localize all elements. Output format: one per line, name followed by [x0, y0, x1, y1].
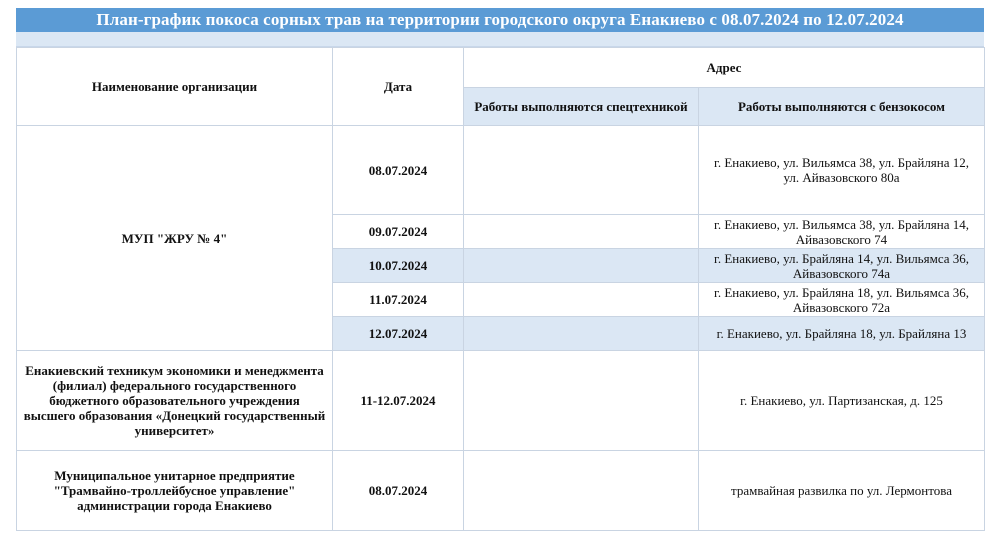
date-cell: 09.07.2024	[333, 215, 464, 249]
header-date: Дата	[333, 48, 464, 126]
special-cell	[464, 351, 699, 451]
special-cell	[464, 126, 699, 215]
org-cell: Енакиевский техникум экономики и менеджмента (филиал) федерального государственного бюджетного образовательного учреждения высшего образования «Донецкий государственный университет»	[17, 351, 333, 451]
org-cell: Муниципальное унитарное предприятие "Трамвайно-троллейбусное управление" администрации города Енакиево	[17, 451, 333, 531]
date-cell: 12.07.2024	[333, 317, 464, 351]
date-cell: 11.07.2024	[333, 283, 464, 317]
header-address: Адрес	[464, 48, 985, 88]
date-cell: 11-12.07.2024	[333, 351, 464, 451]
schedule-table	[16, 47, 985, 531]
special-cell	[464, 215, 699, 249]
special-cell	[464, 249, 699, 283]
address-cell: г. Енакиево, ул. Вильямса 38, ул. Брайляна 12, ул. Айвазовского 80а	[699, 126, 985, 215]
date-cell: 10.07.2024	[333, 249, 464, 283]
special-cell	[464, 317, 699, 351]
address-cell: г. Енакиево, ул. Вильямса 38, ул. Брайляна 14, Айвазовского 74	[699, 215, 985, 249]
header-petrol: Работы выполняются с бензокосом	[699, 88, 985, 126]
address-cell: г. Енакиево, ул. Брайляна 18, ул. Вильямса 36, Айвазовского 72а	[699, 283, 985, 317]
schedule-title: План-график покоса сорных трав на территории городского округа Енакиево с 08.07.2024 по 12.07.2024	[16, 8, 984, 32]
header-org: Наименование организации	[17, 48, 333, 126]
header-special: Работы выполняются спецтехникой	[464, 88, 699, 126]
org-cell: МУП "ЖРУ № 4"	[17, 126, 333, 351]
address-cell: г. Енакиево, ул. Партизанская, д. 125	[699, 351, 985, 451]
title-spacer	[16, 32, 984, 47]
special-cell	[464, 283, 699, 317]
address-cell: г. Енакиево, ул. Брайляна 14, ул. Вильямса 36, Айвазовского 74а	[699, 249, 985, 283]
date-cell: 08.07.2024	[333, 451, 464, 531]
address-cell: г. Енакиево, ул. Брайляна 18, ул. Брайляна 13	[699, 317, 985, 351]
special-cell	[464, 451, 699, 531]
date-cell: 08.07.2024	[333, 126, 464, 215]
address-cell: трамвайная развилка по ул. Лермонтова	[699, 451, 985, 531]
